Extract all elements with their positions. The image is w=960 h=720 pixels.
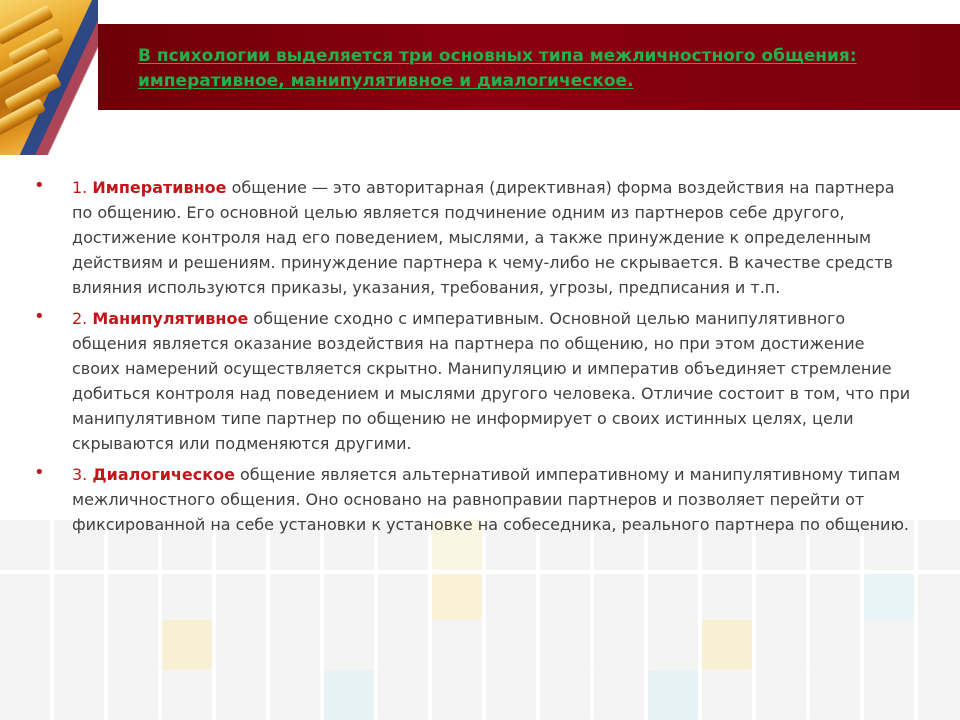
background-tile-grid <box>0 520 960 720</box>
slide-title: В психологии выделяется три основных типа межличностного общения: императивное, манипулятивное и диалогическое. <box>138 46 857 91</box>
item-number: 3. <box>72 465 93 484</box>
item-number: 1. <box>72 178 93 197</box>
list-item <box>34 175 914 300</box>
item-number: 2. <box>72 309 93 328</box>
gold-bars-photo <box>0 0 98 155</box>
bullet-list <box>34 175 914 543</box>
item-term: Манипулятивное <box>92 309 249 328</box>
bullet-icon: • <box>34 175 45 196</box>
list-item <box>34 462 914 537</box>
item-term: Диалогическое <box>92 465 235 484</box>
item-text: общение является альтернативой императивному и манипулятивному типам межличностного общения. Оно основано на равноправии партнеров и позволяет перейти от фиксированной на себе установки к установке на собеседника, реального партнера по общению. <box>72 465 909 534</box>
item-text: общение — это авторитарная (директивная) форма воздействия на партнера по общению. Его основной целью является подчинение одним из партнеров себе другого, достижение контроля над его поведением, мыслями, а также принуждение к определенным действиям и решениям. принуждение партнера к чему-либо не скрывается. В качестве средств влияния используются приказы, указания, требования, угрозы, предписания и т.п. <box>72 178 895 297</box>
item-term: Императивное <box>92 178 227 197</box>
bullet-icon: • <box>34 462 45 483</box>
list-item <box>34 306 914 456</box>
bullet-icon: • <box>34 306 45 327</box>
item-text: общение сходно с императивным. Основной целью манипулятивного общения является оказание воздействия на партнера по общению, но при этом достижение своих намерений осуществляется скрытно. Манипуляцию и императив объединяет стремление добиться контроля над поведением и мыслями другого человека. Отличие состоит в том, что при манипулятивном типе партнер по общению не информирует о своих истинных целях, цели скрываются или подменяются другими. <box>72 309 911 453</box>
header-banner <box>98 24 960 110</box>
